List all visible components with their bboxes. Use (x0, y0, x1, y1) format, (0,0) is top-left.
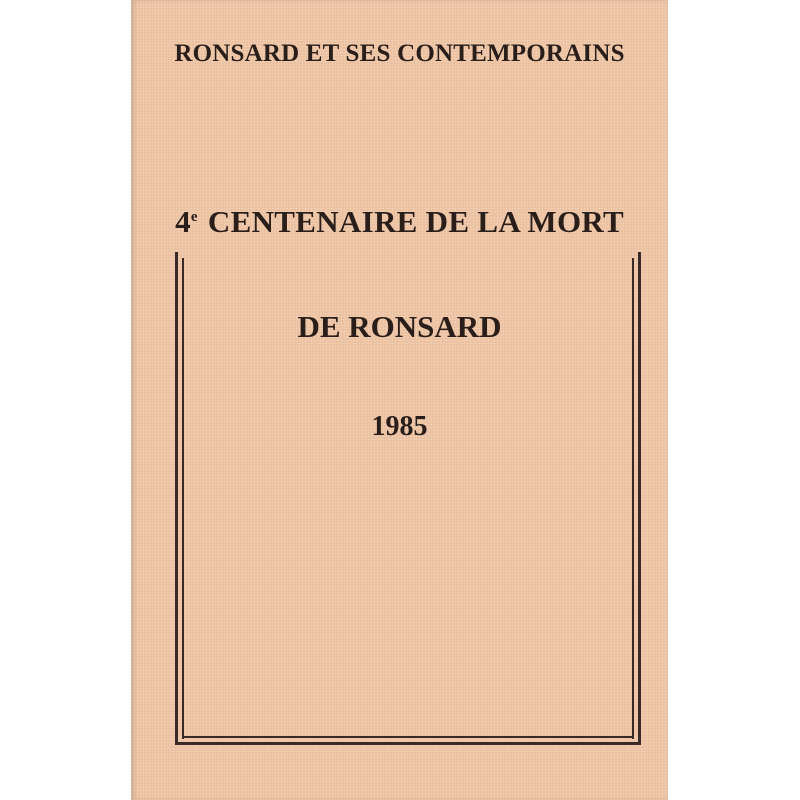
frame-right-outer-rule (638, 252, 641, 745)
frame-left-inner-rule (182, 258, 184, 739)
title-ordinal-suffix: e (190, 208, 198, 225)
series-title: RONSARD ET SES CONTEMPORAINS (174, 40, 625, 67)
frame-bottom-outer-rule (175, 742, 641, 745)
frame-left-outer-rule (175, 252, 178, 745)
frame-right-inner-rule (632, 258, 634, 739)
publication-year: 1985 (371, 411, 428, 442)
title-line-2: DE RONSARD (297, 309, 502, 344)
title-line-1-text: CENTENAIRE DE LA MORT (207, 204, 624, 239)
frame-bottom-inner-rule (182, 736, 634, 738)
title-line-1 (131, 204, 668, 240)
title-ordinal: 4 (175, 204, 191, 239)
book-cover (131, 0, 668, 800)
